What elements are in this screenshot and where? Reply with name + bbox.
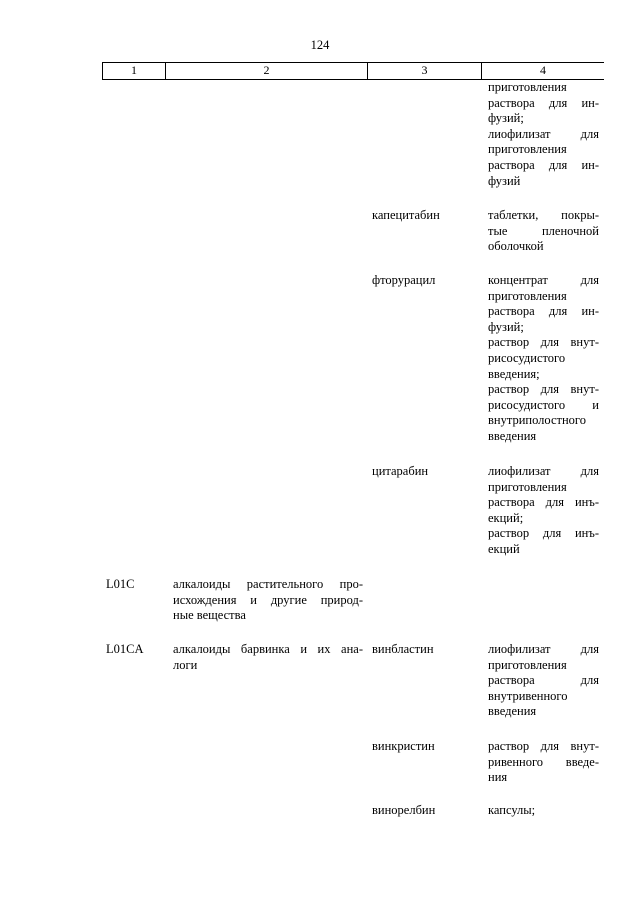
form-line: внутривенного [488,688,568,703]
form-line: введения [488,704,537,719]
drug-name: винорелбин [372,803,436,817]
form-line: фузий; [488,111,524,126]
drug-name: винбластин [372,642,434,656]
form-line: внутриполостного [488,413,586,428]
form-line: приготовления [488,142,567,157]
form-line: приготовления [488,288,567,303]
header-col-1: 1 [102,63,166,79]
form-line: таблетки, покры- [488,208,599,222]
form-line: рисосудистого и [488,397,599,412]
form-line: приготовления [488,479,567,494]
form-line: введения [488,428,537,443]
header-col-4: 4 [540,63,546,77]
form-line: раствор для инъ- [488,526,599,541]
group-line: исхождения и другие природ- [173,592,363,607]
dosage-form [488,464,599,558]
group-line: алкалоиды барвинка и их ана- [173,642,363,656]
header-col-2: 2 [166,63,368,79]
drug-name: капецитабин [372,208,440,222]
form-line: раствора для инъ- [488,495,599,510]
form-line: концентрат для [488,273,599,287]
form-line: введения; [488,366,540,381]
atc-code: L01CA [106,642,144,656]
drug-name: винкристин [372,739,435,753]
form-line: фузий [488,173,521,188]
atc-code: L01C [106,577,135,591]
group-line: алкалоиды растительного про- [173,577,363,591]
form-line: приготовления [488,80,567,94]
group-name [173,642,363,673]
group-line: ные вещества [173,608,246,623]
table-header [102,62,604,80]
form-line: лиофилизат для [488,464,599,478]
form-line: тые пленочной [488,223,599,238]
page-number: 124 [310,38,330,52]
form-line: раствора для [488,673,599,688]
header-col-3: 3 [368,63,482,79]
form-line: раствора для ин- [488,95,599,110]
drug-name: цитарабин [372,464,429,478]
form-line: екций [488,541,520,556]
dosage-form [488,739,599,786]
form-line: лиофилизат для [488,642,599,656]
form-line: капсулы; [488,803,536,817]
form-line: раствора для ин- [488,304,599,319]
group-name [173,577,363,624]
drug-name: фторурацил [372,273,436,287]
dosage-form [488,80,599,189]
form-line: рисосудистого [488,350,566,365]
form-line: оболочкой [488,239,544,254]
form-line: раствор для внут- [488,335,599,350]
group-line: логи [173,657,198,672]
dosage-form [488,803,599,819]
form-line: раствор для внут- [488,382,599,397]
form-line: ривенного введе- [488,754,599,769]
form-line: ния [488,770,508,785]
form-line: приготовления [488,657,567,672]
form-line: раствор для внут- [488,739,599,753]
form-line: фузий; [488,319,524,334]
form-line: екций; [488,510,524,525]
form-line: раствора для ин- [488,157,599,172]
form-line: лиофилизат для [488,126,599,141]
dosage-form [488,642,599,720]
dosage-form [488,208,599,255]
dosage-form [488,273,599,445]
